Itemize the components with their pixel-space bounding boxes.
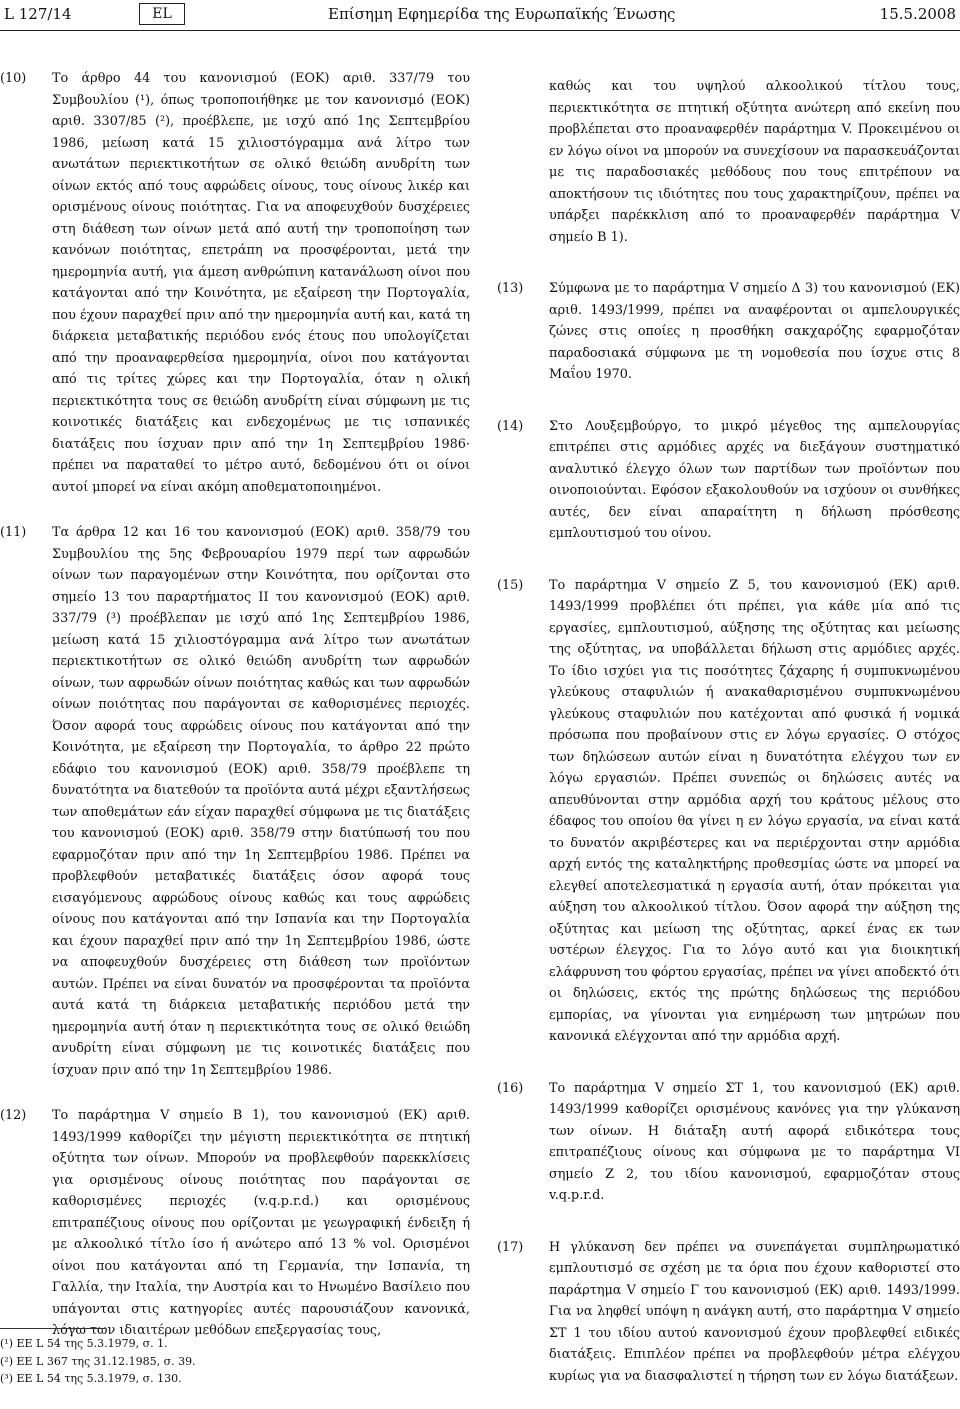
- publication-date: 15.5.2008: [879, 5, 956, 23]
- recital-text: Τα άρθρα 12 και 16 του κανονισμού (ΕΟΚ) αριθ. 358/79 του Συμβουλίου της 5ης Φεβρουαρίου 1979 περί των αφρωδών οίνων των παραγομένων στην Κοινότητα, που ορίζονται στο σημείο 13 του παραρτήματος II του κανονισμού (ΕΟΚ) αριθ. 337/79 (³) προέβλεπαν με ισχύ από 1ης Σεπτεμβρίου 1986, μείωση κατά 15 χιλιοστόγραμμα ανά λίτρο των ανωτάτων περιεκτικοτήτων σε ολικό θειώδη ανυδρίτη των αφρωδών οίνων, των αφρωδών οίνων ποιότητας καθώς και των αφρωδών οίνων ποιότητας που παράγονται σε καθορισμένες περιοχές. Όσον αφορά τους αφρώδεις οίνους που κατάγονται από την Κοινότητα, με εξαίρεση την Πορτογαλία, το άρθρο 22 πρώτο εδάφιο του κανονισμού (ΕΟΚ) αριθ. 358/79 προέβλεπε τη δυνατότητα να διατεθούν τα προϊόντα αυτά μέχρι εξαντλήσεως των αποθεμάτων εάν είχαν παραχθεί σύμφωνα με τις διατάξεις του κανονισμού (ΕΟΚ) αριθ. 358/79 στην διατύπωσή του που εφαρμοζόταν πριν από την 1η Σεπτεμβρίου 1986. Πρέπει να προβλεφθούν μεταβατικές διατάξεις όσον αφορά τους εισαγόμενους αφρώδους οίνους καθώς και τους αφρώδεις οίνους που κατάγονται από την Ισπανία και την Πορτογαλία και έχουν παραχθεί πριν από την 1η Σεπτεμβρίου 1986, ώστε να αποφευχθούν δυσχέρειες στη διάθεση των προϊόντων αυτών. Πρέπει να είναι δυνατόν να προσφέρονται τα προϊόντα αυτά κατά τη διάρκεια μεταβατικής περιόδου μετά την ημερομηνία αυτή όταν η περιεκτικότητα τους σε ολικό θειώδη ανυδρίτη είναι σύμφωνη με τις κοινοτικές διατάξεις που ίσχυαν πριν από την 1η Σεπτεμβρίου 1986.: [52, 525, 470, 1078]
- recital-number: (10): [0, 71, 27, 86]
- recital: [497, 278, 960, 386]
- recital-number: (17): [497, 1239, 524, 1255]
- recital-text: Το άρθρο 44 του κανονισμού (ΕΟΚ) αριθ. 337/79 του Συμβουλίου (¹), όπως τροποποιήθηκε με τον κανονισμό (ΕΟΚ) αριθ. 3307/85 (²), προέβλεπε, με ισχύ από 1ης Σεπτεμβρίου 1986, μείωση κατά 15 χιλιοστόγραμμα ανά λίτρο των ανωτάτων περιεκτικοτήτων σε ολικό θειώδη ανυδρίτη των οίνων εκτός από τους αφρώδεις οίνους, τους οίνους λικέρ και ορισμένους οίνους ποιότητας. Για να αποφευχθούν δυσχέρειες στη διάθεση των οίνων μετά από αυτή την τροποποίηση των κανόνων ποιότητας, επετράπη να προσφέρονται, μετά την ημερομηνία αυτή, για άμεση ανθρώπινη κατανάλωση οίνοι που κατάγονται από την Κοινότητα, με εξαίρεση την Πορτογαλία, που έχουν παραχθεί πριν από την ημερομηνία αυτή και, κατά τη διάρκεια μεταβατικής περιόδου ενός έτους που υπολογίζεται από την προαναφερθείσα ημερομηνία, οίνοι που κατάγονται από τις τρίτες χώρες και την Πορτογαλία, όταν η ολική περιεκτικότητα τους σε θειώδη ανυδρίτη είναι σύμφωνη με τις κοινοτικές διατάξεις και ενδεχομένως με τις ισπανικές διατάξεις που ίσχυαν πριν από την 1η Σεπτεμβρίου 1986· πρέπει να παραταθεί το μέτρο αυτό, δεδομένου ότι οι οίνοι αυτοί μπορεί να είναι ακόμη αποθεματοποιημένοι.: [52, 71, 470, 495]
- recital-text: Σύμφωνα με το παράρτημα V σημείο Δ 3) του κανονισμού (ΕΚ) αριθ. 1493/1999, πρέπει να αναφέρονται οι αμπελουργικές ζώνες στις οποίες η προσθήκη σακχαρόζης εφαρμοζόταν παραδοσιακά σύμφωνα με τη νομοθεσία που ίσχυε στις 8 Μαΐου 1970.: [549, 281, 960, 382]
- language-code-box: EL: [139, 3, 185, 25]
- recital: [0, 1105, 470, 1342]
- recital-number: (13): [497, 281, 524, 296]
- recital: [497, 575, 960, 1048]
- recital-number: (15): [497, 577, 524, 593]
- recital: [0, 68, 470, 498]
- footnote: (¹) ΕΕ L 54 της 5.3.1979, σ. 1.: [0, 1337, 168, 1350]
- footnote: (³) ΕΕ L 54 της 5.3.1979, σ. 130.: [0, 1372, 182, 1385]
- journal-title: Επίσημη Εφημερίδα της Ευρωπαϊκής Ένωσης: [328, 5, 676, 23]
- page-reference: L 127/14: [4, 5, 72, 23]
- page-header: [0, 0, 960, 34]
- recital-continued: [497, 76, 960, 248]
- recital-number: (14): [497, 418, 524, 434]
- recital: [497, 1078, 960, 1207]
- recital-number: (16): [497, 1080, 524, 1096]
- footnotes: [0, 1335, 470, 1388]
- recital: [497, 416, 960, 545]
- header-rule: [0, 30, 960, 31]
- recital: [0, 522, 470, 1081]
- left-column: [0, 68, 470, 1364]
- recital: [497, 1237, 960, 1388]
- recital-text: Στο Λουξεμβούργο, το μικρό μέγεθος της αμπελουργίας επιτρέπει στις αρμόδιες αρχές να διεξάγουν συστηματικό αναλυτικό έλεγχο όλων των παρτίδων των προϊόντων που οινοποιούνται. Εφόσον εξακολουθούν να ισχύουν οι συνθήκες αυτές, δεν είναι απαραίτητη η δήλωση πρόσθεσης εμπλουτισμού του οίνου.: [549, 418, 960, 541]
- recital-text: Η γλύκανση δεν πρέπει να συνεπάγεται συμπληρωματικό εμπλουτισμό σε σχέση με τα όρια που έχουν καθοριστεί στο παράρτημα V σημείο Γ του κανονισμού (ΕΚ) αριθ. 1493/1999. Για να ληφθεί υπόψη η ανάγκη αυτή, στο παράρτημα V σημείο ΣΤ 1 του ιδίου αυτού κανονισμού έχουν προβλεφθεί ειδικές διατάξεις. Επιπλέον πρέπει να προβλεφθούν μέτρα ελέγχου κυρίως για να διασφαλιστεί η τήρηση των εν λόγω διατάξεων.: [549, 1239, 960, 1384]
- footnote-divider: [0, 1328, 105, 1329]
- recital-text: Το παράρτημα V σημείο Β 1), του κανονισμού (ΕΚ) αριθ. 1493/1999 καθορίζει την μέγιστη περιεκτικότητα σε πτητική οξύτητα των οίνων. Μπορούν να προβλεφθούν παρεκκλίσεις για ορισμένους οίνους ποιότητας που παράγονται σε καθορισμένες περιοχές (v.q.p.r.d.) και ορισμένους επιτραπέζιους οίνους που ορίζονται με γεωγραφική ένδειξη ή με αλκοολικό τίτλο ίσο ή ανώτερο από 13 % vol. Ορισμένοι οίνοι που κατάγονται από τη Γερμανία, την Ισπανία, τη Γαλλία, την Ιταλία, την Αυστρία και το Ηνωμένο Βασίλειο που υπάγονται στις κατηγορίες αυτές παρουσιάζουν κανονικά, λόγω των ιδιαιτέρων μεθόδων επεξεργασίας τους,: [52, 1108, 470, 1338]
- recital-text: Το παράρτημα V σημείο Ζ 5, του κανονισμού (ΕΚ) αριθ. 1493/1999 προβλέπει ότι πρέπει, για κάθε μία από τις εργασίες, εμπλουτισμού, αύξησης της οξύτητας και μείωσης της οξύτητας, να υποβάλλεται δήλωση στις αρμόδιες αρχές. Το ίδιο ισχύει για τις ποσότητες ζάχαρης ή συμπυκνωμένου γλεύκους σταφυλιών ή ανακαθαρισμένου συμπυκνωμένου γλεύκους σταφυλιών που κατέχονται από φυσικά ή νομικά πρόσωπα που προβαίνουν στις εν λόγω εργασίες. Ο στόχος των δηλώσεων αυτών είναι η δυνατότητα ελέγχου των εν λόγω εργασιών. Πρέπει συνεπώς οι δηλώσεις αυτές να απευθύνονται στην αρμόδια αρχή του κράτους μέλους στο έδαφος του οποίου θα γίνει η εν λόγω εργασία, να είναι κατά το δυνατόν ακριβέστερες και να περιέρχονται στην αρμόδια αρχή εντός της καταληκτήρης προθεσμίας ώστε να μπορεί να ελεγθεί αποτελεσματικά η εργασία αυτή, όταν πρόκειται για αύξηση του αλκοολικού τίτλου. Όσον αφορά την αύξηση της οξύτητας και μείωση της οξύτητας, αρκεί ένας εκ των υστέρων έλεγχος. Για το λόγο αυτό και για διοικητική ελάφρυνση του φόρτου εργασίας, πρέπει να γίνει αποδεκτό ότι οι δηλώσεις, εκτός της πρώτης δηλώσεως της περιόδου εμπορίας, να γίνονται για ενημέρωση των μητρώων που κανονικά ελέγχονται από την αρμόδια αρχή.: [549, 577, 960, 1044]
- recital-text: Το παράρτημα V σημείο ΣΤ 1, του κανονισμού (ΕΚ) αριθ. 1493/1999 καθορίζει ορισμένους κανόνες για την γλύκανση των οίνων. Η διάταξη αυτή αφορά ειδικότερα τους επιτραπέζιους οίνους και σύμφωνα με το παράρτημα VI σημείο Ζ 2, του ιδίου κανονισμού, εφαρμοζόταν στους v.q.p.r.d.: [549, 1080, 960, 1203]
- recital-text: καθώς και του υψηλού αλκοολικού τίτλου τους, περιεκτικότητα σε πτητική οξύτητα ανώτερη από εκείνη που προβλέπεται στο προαναφερθέν παράρτημα V. Προκειμένου οι εν λόγω οίνοι να μπορούν να συνεχίσουν να παρασκευάζονται με τις παραδοσιακές μεθόδους που τους επιτρέπουν να αποκτήσουν τις ιδιότητες που τους χαρακτηρίζουν, πρέπει να υπάρξει παρέκκλιση από το προαναφερθέν παράρτημα V σημείο Β 1).: [549, 79, 960, 245]
- recital-number: (11): [0, 525, 27, 540]
- right-column: [497, 76, 960, 1409]
- recital-number: (12): [0, 1108, 27, 1123]
- footnote: (²) ΕΕ L 367 της 31.12.1985, σ. 39.: [0, 1354, 196, 1368]
